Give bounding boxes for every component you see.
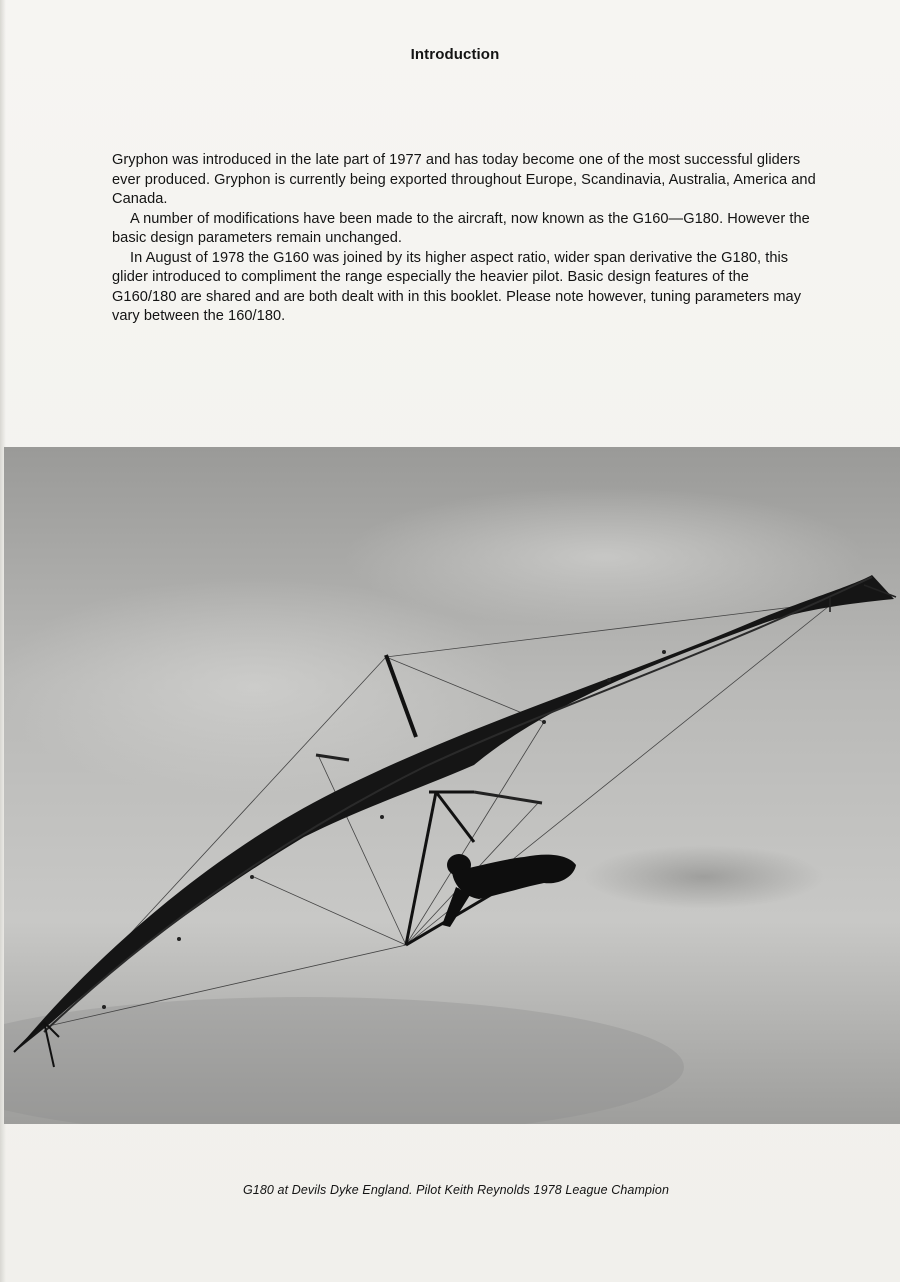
- intro-text: [112, 151, 817, 327]
- haze-patch-upper: [344, 487, 864, 627]
- paragraph-2: A number of modifications have been made to the aircraft, now known as the G160—G180. However the basic design parameters remain unchanged.: [112, 210, 810, 246]
- cloud-shadow: [584, 845, 824, 909]
- hang-glider-photo: [4, 447, 900, 1124]
- paragraph-3: In August of 1978 the G160 was joined by its higher aspect ratio, wider span derivative the G180, this glider introduced to compliment the range especially the heavier pilot. Basic design features of the G160/180 are shared and are both dealt with in this booklet. Please note however, tuning parameters may vary between the 160/180.: [112, 249, 802, 324]
- paragraph-1: Gryphon was introduced in the late part of 1977 and has today become one of the most successful gliders ever produced. Gryphon is currently being exported throughout Europe, Scandinavia, Australia, America and Canada.: [112, 152, 816, 207]
- page-title: Introduction: [410, 46, 500, 63]
- photo-illustration: [4, 447, 900, 1124]
- photo-caption: G180 at Devils Dyke England. Pilot Keith Reynolds 1978 League Champion: [242, 1183, 669, 1197]
